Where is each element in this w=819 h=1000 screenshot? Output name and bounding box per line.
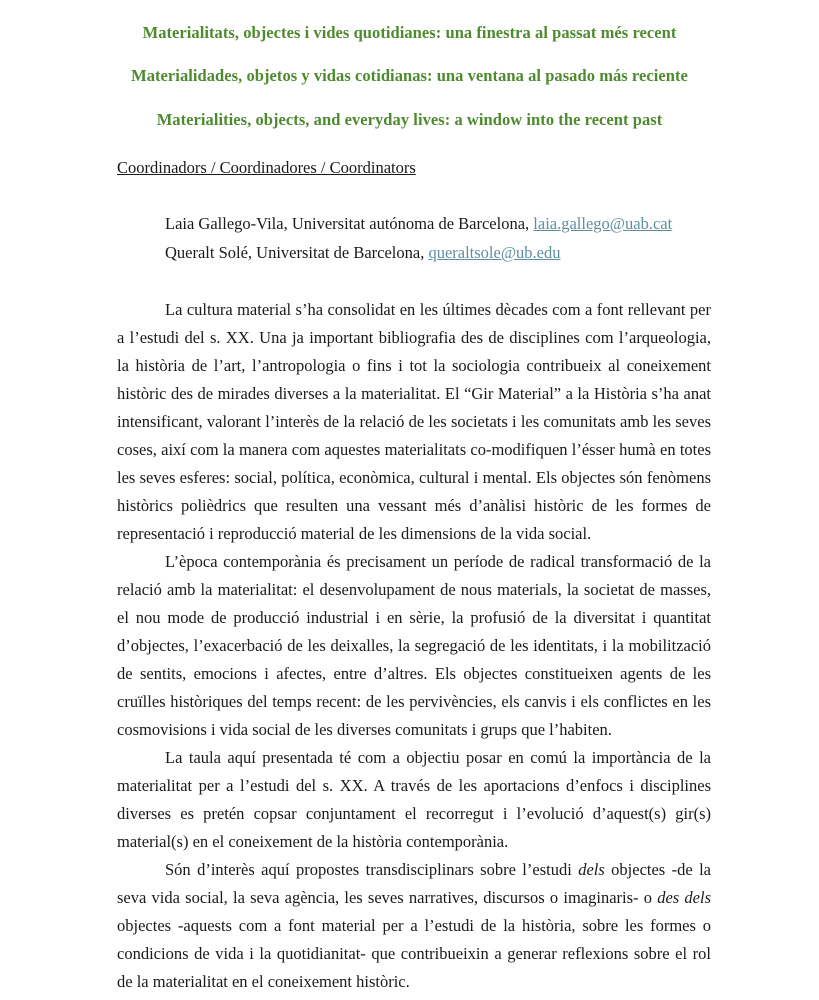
paragraph-4-text: objectes -aquests com a font material per a l’estudi de la història, sobre les formes o condicions de vida i la quotidianitat- que contribueixin a generar reflexions sobre el rol de la materialitat en el coneixement històric.: [117, 916, 711, 991]
paragraph-4-text: Són d’interès aquí propostes transdisciplinars sobre l’estudi: [165, 860, 579, 879]
coordinator-entry: [165, 243, 561, 263]
paragraph-4-emphasis: dels: [578, 860, 605, 879]
paragraph-2: L’època contemporània és precisament un període de radical transformació de la relació amb la materialitat: el desenvolupament de nous materials, la societat de masses, el nou mode de producció industrial i en sèrie, la profusió de la diversitat i quantitat d’objectes, l’exacerbació de les deixalles, la segregació de les identitats, i la mobilització de sentits, emocions i afectes, entre d’altres. Els objectes constitueixen agents de les cruïlles històriques del temps recent: de les pervivències, els canvis i els conflictes en les cosmovisions i vida social de les diverses comunitats i grups que l’habiten.: [117, 552, 711, 739]
paragraph-4-text: objectes -de la seva vida social, la seva agència, les seves narratives, discursos o imaginaris- o: [117, 860, 711, 907]
title-spanish: Materialidades, objetos y vidas cotidianas: una ventana al pasado más reciente: [131, 66, 688, 85]
document-body: [117, 296, 711, 996]
coordinator-email-link[interactable]: queraltsole@ub.edu: [428, 243, 561, 262]
coordinator-entry: [165, 214, 672, 234]
coordinators-heading: Coordinadors / Coordinadores / Coordinators: [117, 158, 416, 177]
coordinator-email-link[interactable]: laia.gallego@uab.cat: [533, 214, 673, 233]
title-catalan: Materialitats, objectes i vides quotidianes: una finestra al passat més recent: [142, 23, 677, 42]
paragraph-4: [117, 856, 711, 996]
paragraph-4-emphasis: des dels: [657, 888, 711, 907]
title-english: Materialities, objects, and everyday lives: a window into the recent past: [156, 110, 663, 129]
coordinator-name-affiliation: Laia Gallego-Vila, Universitat autónoma de Barcelona,: [165, 214, 534, 233]
paragraph-1: La cultura material s’ha consolidat en les últimes dècades com a font rellevant per a l’estudi del s. XX. Una ja important bibliografia des de disciplines com l’arqueologia, la història de l’art, l’antropologia o fins i tot la sociologia contribueix al coneixement històric des de mirades diverses a la materialitat. El “Gir Material” a la Història s’ha anat intensificant, valorant l’interès de la relació de les societats i les comunitats amb les seves coses, així com la manera com aquestes materialitats co-modifiquen l’ésser humà en totes les seves esferes: social, política, econòmica, cultural i mental. Els objectes són fenòmens històrics polièdrics que resulten una vessant més d’anàlisi històric de les formes de representació i reproducció material de les dimensions de la vida social.: [117, 300, 711, 543]
paragraph-3: La taula aquí presentada té com a objectiu posar en comú la importància de la materialitat per a l’estudi del s. XX. A través de les aportacions d’enfocs i disciplines diverses es pretén copsar conjuntament el recorregut i l’evolució d’aquest(s) gir(s) material(s) en el coneixement de la història contemporània.: [117, 748, 711, 851]
coordinator-name-affiliation: Queralt Solé, Universitat de Barcelona,: [165, 243, 429, 262]
